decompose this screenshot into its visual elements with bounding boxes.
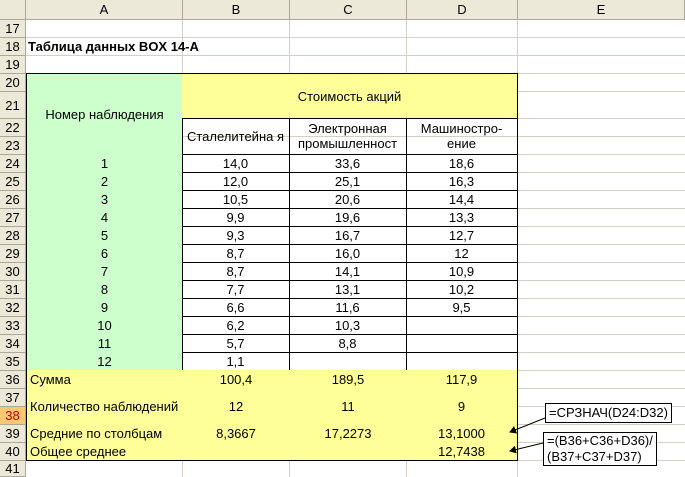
count-steel[interactable]: 12 xyxy=(182,388,290,425)
electronics-cell[interactable]: 10,3 xyxy=(289,316,407,335)
header-electronics[interactable]: Электронная промышленност xyxy=(289,118,407,155)
total-formula-callout xyxy=(543,432,657,466)
electronics-cell[interactable]: 20,6 xyxy=(289,190,407,209)
machinery-cell[interactable]: 13,3 xyxy=(406,208,518,227)
obs-number-cell[interactable]: 6 xyxy=(26,244,183,263)
electronics-cell[interactable] xyxy=(289,352,407,371)
header-observation-number[interactable]: Номер наблюдения xyxy=(26,73,183,155)
machinery-cell[interactable]: 12,7 xyxy=(406,226,518,245)
row-header-35[interactable]: 35 xyxy=(0,353,26,371)
sum-steel[interactable]: 100,4 xyxy=(182,370,290,389)
row-header-27[interactable]: 27 xyxy=(0,209,26,227)
electronics-cell[interactable]: 16,0 xyxy=(289,244,407,263)
header-steel[interactable]: Сталелитейна я xyxy=(182,118,290,155)
obs-number-cell[interactable]: 12 xyxy=(26,352,183,371)
electronics-cell[interactable]: 19,6 xyxy=(289,208,407,227)
machinery-cell[interactable]: 14,4 xyxy=(406,190,518,209)
electronics-cell[interactable]: 13,1 xyxy=(289,280,407,299)
steel-cell[interactable]: 1,1 xyxy=(182,352,290,371)
row-header-34[interactable]: 34 xyxy=(0,335,26,353)
row-header-21[interactable]: 21 xyxy=(0,92,26,119)
steel-cell[interactable]: 6,6 xyxy=(182,298,290,317)
total-mean-label[interactable]: Общее среднее xyxy=(26,442,407,461)
machinery-cell[interactable] xyxy=(406,316,518,335)
row-header-18[interactable]: 18 xyxy=(0,38,26,56)
electronics-cell[interactable]: 14,1 xyxy=(289,262,407,281)
column-header-b[interactable]: B xyxy=(183,0,290,20)
steel-cell[interactable]: 8,7 xyxy=(182,262,290,281)
machinery-cell[interactable] xyxy=(406,352,518,371)
obs-number-cell[interactable]: 10 xyxy=(26,316,183,335)
sum-electronics[interactable]: 189,5 xyxy=(289,370,407,389)
row-header-31[interactable]: 31 xyxy=(0,281,26,299)
steel-cell[interactable]: 9,9 xyxy=(182,208,290,227)
row-header-28[interactable]: 28 xyxy=(0,227,26,245)
steel-cell[interactable]: 10,5 xyxy=(182,190,290,209)
steel-cell[interactable]: 9,3 xyxy=(182,226,290,245)
row-header-33[interactable]: 33 xyxy=(0,317,26,335)
row-header-30[interactable]: 30 xyxy=(0,263,26,281)
electronics-cell[interactable]: 8,8 xyxy=(289,334,407,353)
count-label[interactable]: Количество наблюдений xyxy=(26,388,183,425)
mean-steel[interactable]: 8,3667 xyxy=(182,424,290,443)
obs-number-cell[interactable]: 2 xyxy=(26,172,183,191)
row-header-39[interactable]: 39 xyxy=(0,425,26,443)
mean-electronics[interactable]: 17,2273 xyxy=(289,424,407,443)
row-header-20[interactable]: 20 xyxy=(0,74,26,92)
electronics-cell[interactable]: 16,7 xyxy=(289,226,407,245)
count-electronics[interactable]: 11 xyxy=(289,388,407,425)
row-header-24[interactable]: 24 xyxy=(0,155,26,173)
obs-number-cell[interactable]: 8 xyxy=(26,280,183,299)
row-header-19[interactable]: 19 xyxy=(0,56,26,74)
row-header-40[interactable]: 40 xyxy=(0,443,26,461)
row-header-32[interactable]: 32 xyxy=(0,299,26,317)
mean-formula-callout: =СРЗНАЧ(D24:D32) xyxy=(545,403,672,423)
steel-cell[interactable]: 14,0 xyxy=(182,154,290,173)
row-header-29[interactable]: 29 xyxy=(0,245,26,263)
steel-cell[interactable]: 5,7 xyxy=(182,334,290,353)
header-machinery[interactable]: Машиностро-ение xyxy=(406,118,518,155)
machinery-cell[interactable]: 12 xyxy=(406,244,518,263)
row-header-22[interactable]: 22 xyxy=(0,119,26,137)
select-all-corner[interactable] xyxy=(0,0,26,20)
table-title: Таблица данных BOX 14-A xyxy=(28,39,199,54)
obs-number-cell[interactable]: 11 xyxy=(26,334,183,353)
steel-cell[interactable]: 8,7 xyxy=(182,244,290,263)
machinery-cell[interactable]: 10,2 xyxy=(406,280,518,299)
electronics-cell[interactable]: 11,6 xyxy=(289,298,407,317)
column-header-a[interactable]: A xyxy=(26,0,183,20)
machinery-cell[interactable]: 18,6 xyxy=(406,154,518,173)
sum-label[interactable]: Сумма xyxy=(26,370,183,389)
row-header-36[interactable]: 36 xyxy=(0,371,26,389)
row-header-17[interactable]: 17 xyxy=(0,20,26,38)
obs-number-cell[interactable]: 9 xyxy=(26,298,183,317)
electronics-cell[interactable]: 33,6 xyxy=(289,154,407,173)
column-header-c[interactable]: C xyxy=(290,0,407,20)
mean-machinery[interactable]: 13,1000 xyxy=(406,424,518,443)
total-formula-line-2: (B37+C37+D37) xyxy=(547,449,642,464)
steel-cell[interactable]: 6,2 xyxy=(182,316,290,335)
electronics-cell[interactable]: 25,1 xyxy=(289,172,407,191)
row-header-41[interactable]: 41 xyxy=(0,461,26,477)
machinery-cell[interactable] xyxy=(406,334,518,353)
row-header-23[interactable]: 23 xyxy=(0,137,26,155)
row-header-38[interactable]: 38 xyxy=(0,407,26,425)
total-formula-line-1: =(B36+C36+D36)/ xyxy=(547,433,653,448)
total-mean-value[interactable]: 12,7438 xyxy=(406,442,518,461)
count-machinery[interactable]: 9 xyxy=(406,388,518,425)
obs-number-cell[interactable]: 1 xyxy=(26,154,183,173)
sum-machinery[interactable]: 117,9 xyxy=(406,370,518,389)
obs-number-cell[interactable]: 3 xyxy=(26,190,183,209)
machinery-cell[interactable]: 16,3 xyxy=(406,172,518,191)
mean-label[interactable]: Средние по столбцам xyxy=(26,424,183,443)
steel-cell[interactable]: 12,0 xyxy=(182,172,290,191)
column-header-d[interactable]: D xyxy=(407,0,518,20)
row-header-26[interactable]: 26 xyxy=(0,191,26,209)
row-header-25[interactable]: 25 xyxy=(0,173,26,191)
header-stock-price[interactable]: Стоимость акций xyxy=(182,73,518,119)
column-header-e[interactable]: E xyxy=(518,0,685,20)
steel-cell[interactable]: 7,7 xyxy=(182,280,290,299)
obs-number-cell[interactable]: 7 xyxy=(26,262,183,281)
row-header-37[interactable]: 37 xyxy=(0,389,26,407)
machinery-cell[interactable]: 9,5 xyxy=(406,298,518,317)
obs-number-cell[interactable]: 5 xyxy=(26,226,183,245)
obs-number-cell[interactable]: 4 xyxy=(26,208,183,227)
machinery-cell[interactable]: 10,9 xyxy=(406,262,518,281)
